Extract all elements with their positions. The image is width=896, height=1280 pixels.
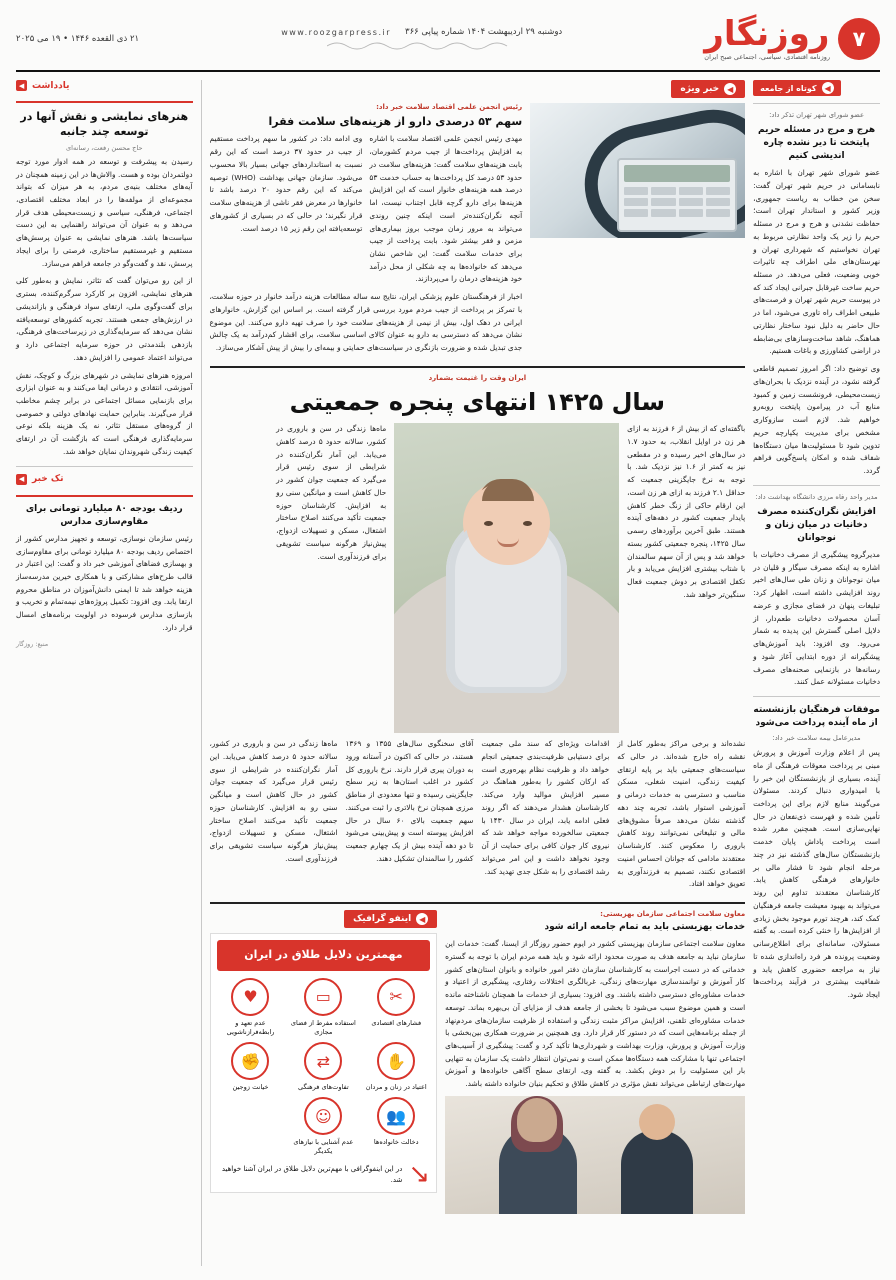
short-news-kicker: عضو شورای شهر تهران تذکر داد: [769, 111, 865, 119]
top-story-paragraph: مهدی رئیس انجمن علمی اقتصاد سلامت با اشاره به افزایش پرداخت‌ها از جیب مردم کشورمان، بابت هزینه‌های سلامت گفت: هزینه‌های سلامت در حدود ۵۳ درصد کل پرداخت‌ها به حساب خدمت ۵۳ درصد همه هزینه‌های خانوار است که این افزایش هزینه‌ها برای دارو گرچه قابل اجتناب نیست، اما آنچه نگران‌کننده‌تر است اینکه چنین روندی می‌تواند به مرور زمان موجب بروز بیماری‌های مزمن و فقر بیشتر شود. بابت پرداخت از جیب برای خدمات سلامت گفت: این شاخص نشان می‌دهد که خانواده‌ها به چه شکلی از محل درآمد خود هزینه‌های درمان را می‌پردازند. [369, 134, 523, 284]
infographic-item-label: عدم آشنایی با نیازهای یکدیگر [293, 1138, 354, 1156]
infographic-item-label: استفاده مفرط از فضای مجازی [290, 1018, 356, 1036]
top-story-paragraph: اخبار از فرهنگستان علوم پزشکی ایران، نتایج سه ساله مطالعات هزینه درآمد خانوار در حوزه سلامت، با تمرکز بر پرداخت از جیب مردم مورد بررسی قرار گرفته است. بر اساس این گزارش، خانوارهای ایرانی در دهک اول، بیش از نیمی از هزینه‌های سلامت خود را صرف تهیه دارو می‌کنند. این موضوع نشان می‌دهد که دسترسی به دارو به عنوان کالای اساسی سلامت، برای اقشار کم‌درآمد به یک چالش جدی تبدیل شده و ضرورت بازنگری در سیاست‌های حمایتی و بیمه‌ای را بیش از پیش آشکار می‌سازد. [209, 292, 523, 353]
infographic-item [289, 1097, 357, 1156]
masthead-line [281, 27, 562, 37]
masthead [16, 14, 880, 72]
brief-title: ردیف بودجه ۸۰ میلیارد تومانی برای مقاوم‌سازی مدارس [25, 503, 183, 527]
short-news-headline: موفقات فرهنگیان بازنشسته از ماه آینده پرداخت می‌شود [753, 704, 880, 729]
short-news-body: پس از اعلام وزارت آموزش و پرورش مبنی بر پرداخت معوقات فرهنگی از ماه آینده، بسیاری از بازنشستگان این خبر را با امیدواری دنبال کردند. مسئولان می‌گویند منابع لازم برای این پرداخت تأمین شده و فهرست ذی‌نفعان در حال نهایی‌سازی است. همچنین مقرر شده است پرداخت پاداش پایان خدمت بازنشستگان سال‌های گذشته نیز در چند مرحله انجام شود تا فشار مالی بر خانوارهای فرهنگی کاهش یابد. کارشناسان معتقدند تداوم این روند می‌تواند به بهبود معیشت جامعه فرهنگیان کمک کند، هرچند تورم موجود بخش زیادی از افزایش‌ها را خنثی کرده است. به گفته مسئولان، سامانه‌ای برای اطلاع‌رسانی وضعیت پرونده هر فرد راه‌اندازی شده تا نیاز به مراجعه حضوری کاهش یابد و شفافیت بیشتری در فرآیند پرداخت‌ها ایجاد شود. [753, 748, 880, 1000]
section-tag-brief [16, 474, 64, 485]
infographic-item-label: دخالت خانواده‌ها [373, 1138, 419, 1147]
triangle-icon: ◀ [822, 82, 834, 94]
services-kicker: معاون سلامت اجتماعی سازمان بهزیستی: [600, 910, 746, 919]
opinion-title: هنرهای نمایشی و نقش آنها در توسعه چند جانبه [20, 110, 189, 139]
phone-icon: ▭ [304, 978, 342, 1016]
newspaper-logo [704, 14, 830, 61]
opinion-paragraph: امروزه هنرهای نمایشی در شهرهای بزرگ و کوچک، نقش آموزشی، انتقادی و درمانی ایفا می‌کنند و به عنوان ابزاری برای بازنمایی مسائل اجتماعی در برابر چشم مخاطب قرار می‌گیرند. بنابراین حمایت نهادهای دولتی و خصوصی از گروه‌های مستقل تئاتر، نه یک هزینه بلکه نوعی سرمایه‌گذاری فرهنگی است که بازگشت آن در ارتقای کیفیت زندگی شهروندان نمایان خواهد شد. [16, 370, 193, 456]
infographic-item [217, 1042, 285, 1092]
infographic-block [210, 910, 438, 1214]
page-columns [16, 80, 880, 1266]
infographic-tag-label: اینفو گرافیک [353, 914, 412, 925]
infographic-card [210, 933, 438, 1193]
services-article [445, 910, 745, 1214]
short-news-headline: افزایش نگران‌کننده مصرف دخانیات در میان زنان و نوجوانان [757, 506, 876, 543]
infographic-item-label: خیانت زوجین [232, 1083, 269, 1092]
bottom-section [210, 910, 746, 1214]
triangle-icon: ◀ [16, 80, 27, 91]
infographic-item-label: تفاوت‌های فرهنگی [298, 1083, 349, 1092]
logo-subtitle: روزنامه اقتصادی، سیاسی، اجتماعی صبح ایران [704, 53, 830, 61]
stethoscope-calculator-photo [530, 103, 745, 238]
main-story-paragraph: آقای سخنگوی سال‌های ۱۳۵۵ و ۱۳۶۹ هستند، در حالی که اکنون در آستانه ورود به دوران پیری قرار دارند. نرخ باروری کل کشور در اغلب استان‌ها به زیر سطح جایگزینی رسیده و تنها معدودی از مناطق مرزی همچنان نرخ بالاتری را ثبت می‌کنند. سهم جمعیت بالای ۶۰ سال در حال افزایش پیوسته است و پیش‌بینی می‌شود تا دو دهه آینده بیش از یک چهارم جمعیت کشور را سالمندان تشکیل دهند. [345, 739, 474, 863]
short-news-item [753, 704, 880, 1002]
section-tag-infographic [344, 910, 437, 928]
section-tag-short-news [753, 80, 840, 96]
main-story-overline: ایران وقت را غنیمت بشمارد [428, 373, 527, 382]
opinion-sidebar [16, 80, 202, 1266]
short-news-item [753, 111, 880, 478]
masthead-right [704, 14, 880, 61]
infographic-item-label: اعتیاد در زنان و مردان [365, 1083, 427, 1092]
infographic-title: مهمترین دلایل طلاق در ایران [217, 940, 431, 971]
top-story-kicker: رئیس انجمن علمی اقتصاد سلامت خبر داد: [376, 103, 523, 111]
triangle-icon: ◀ [416, 913, 428, 925]
section-tag-note [16, 80, 69, 91]
infographic-item [362, 1042, 430, 1092]
services-headline: خدمات بهزیستی باید به تمام جامعه ارائه شود [544, 922, 746, 933]
short-news-item [753, 493, 880, 689]
mask-icon: ☺ [304, 1097, 342, 1135]
gap-icon: ⇄ [304, 1042, 342, 1080]
masthead-center [139, 27, 704, 51]
short-news-tag-label: کوتاه از جامعه [760, 83, 817, 93]
hand-icon: ✋ [377, 1042, 415, 1080]
opinion-paragraph: رسیدن به پیشرفت و توسعه در همه ادوار مورد توجه دولتمردان بوده و هست. والاش‌ها در این زمینه همچنان در آیه‌های مختلف بنیه‌ی مردم، به هر میزان که بتواند مجموعه‌ای از مولفه‌ها را در ابعاد مختلف اقتصادی، اجتماعی، فرهنگی، سیاسی و زیست‌محیطی هدف قرار می‌دهد و به عنوان آن می‌تواند راهنمایی به این دست سیاست‌ها باشد. هنرهای نمایشی به عنوان پرسش‌های مستقیم و غیرمستقیم ساختاری، فرصتی را برای ایجاد پرسش، نقد و گفت‌وگو در جامعه فراهم می‌سازد. [16, 156, 193, 268]
counseling-photo [445, 1096, 745, 1214]
infographic-items [217, 978, 431, 1157]
triangle-icon: ◀ [16, 474, 27, 485]
family-icon: 👥 [377, 1097, 415, 1135]
main-story-paragraph: نشده‌اند و برخی مراکز به‌طور کامل از نقشه راه خارج شده‌اند. در حالی که سیاست‌های جمعیتی باید بر پایه ارتقای کیفیت زندگی، امنیت شغلی، مسکن مناسب و دسترسی به خدمات درمانی و آموزشی استوار باشد، تجربه چند دهه گذشته نشان می‌دهد صرفاً مشوق‌های مالی و تبلیغاتی نمی‌توانند روند کاهش باروری را معکوس کنند. کارشناسان معتقدند مادامی که جوانان احساس امنیت اقتصادی نکنند، تصمیم به فرزندآوری به تعویق خواهد افتاد. [617, 739, 746, 889]
top-story-headline: سهم ۵۳ درصدی دارو از هزینه‌های سلامت فقرا [268, 115, 523, 128]
top-story-paragraph: وی ادامه داد: در کشور ما سهم پرداخت مستقیم از جیب در حدود ۳۷ درصد است که این رقم نسبت به استانداردهای جهانی بسیار بالا محسوب می‌شود. سازمان جهانی بهداشت (WHO) توصیه می‌کند که این رقم حدود ۲۰ درصد باشد تا خانوارها در معرض فقر ناشی از هزینه‌های سلامت قرار نگیرند؛ در حالی که در بسیاری از کشورهای توسعه‌یافته این رقم زیر ۱۵ درصد است. [209, 134, 363, 233]
infographic-note [217, 1158, 431, 1189]
main-area [210, 80, 746, 1266]
short-news-column [753, 80, 880, 1266]
note-tag-label: یادداشت [32, 80, 70, 91]
infographic-item-empty [217, 1097, 285, 1156]
main-story-paragraph: ماه‌ها زندگی در سن و باروری در کشور، سالانه حدود ۵ درصد کاهش می‌یابد. این آمار نگران‌کننده در شرایطی از سوی رئیس قرار می‌گیرد که جمعیت جوان کشور در حال کاهش است و میانگین سنی رو به افزایش. کارشناسان حوزه جمعیت تأکید می‌کنند اصلاح ساختار اشتغال، مسکن و تسهیلات ازدواج، پیش‌نیاز هرگونه سیاست تشویقی برای فرزندآوری است. [209, 739, 338, 863]
main-story-paragraph: اقدامات ویژه‌ای که سند ملی جمعیت برای دستیابی ظرفیت‌بندی جمعیتی انجام خواهد داد و ظرفیت نظام بهره‌وری است که ارکان کشور را به‌طور هماهنگ در مسیر افزایش موالید وارد می‌کند. کارشناسان هشدار می‌دهند که اگر روند فعلی ادامه یابد، ایران در سال ۱۴۳۰ با جمعیتی سالخورده مواجه خواهد شد که نیروی کار جوان کافی برای حمایت از آن وجود نخواهد داشت و این امر می‌تواند رشد اقتصادی را به شکل جدی تهدید کند. [481, 739, 610, 876]
infographic-item [289, 978, 357, 1037]
twin-babies-photo [394, 423, 619, 733]
short-news-body: عضو شورای شهر تهران با اشاره به نابسامانی در حریم شهر تهران گفت: سخن من خطاب به ریاست جمهوری، وزیر کشور و استاندار تهران است؛ حفاظت نشدنی و هرج و مرج در مسئله حریم را زیر یک واحد نظارتی مربوط به تهران نخواستیم که شهرداری تهران و نهرستان‌های ملی اطراف چه تاثیرات خوبی وضعیت، فعلی می‌دهد. در مسئله حریم ساخت غیرقابل جبرانی ایجاد کند که در پیوست حریم شهر تهران و فرصت‌های طبیعی اطراف راه تاوری می‌شود، اما در حال حاضر به دلیل نبود ساختار نظارتی هماهنگ، شاهد ساخت‌وسازهای بی‌ضابطه در اراضی کشاورزی و باغات هستیم. [753, 168, 880, 356]
fist-icon: ✊ [231, 1042, 269, 1080]
main-story-headline: سال ۱۴۲۵ انتهای پنجره جمعیتی [289, 387, 666, 416]
brief-source: منبع: روزگار [16, 639, 49, 648]
main-story-paragraph: باگفته‌ای که از بیش از ۶ فرزند به ازای هر زن در اوایل انقلاب، به حدود ۱.۷ در سال‌های اخیر رسیده و در مقطعی نیز به کمتر از ۱.۶ نیز نزدیک شد. با توجه به نرخ جایگزینی جمعیت که حداقل ۲.۱ فرزند به ازای هر زن است، این ارقام حاکی از زنگ خطر کاهش پایدار جمعیت کشور در دهه‌های آینده هستند. طبق آخرین برآوردهای رسمی سال ۱۴۲۵، پنجره جمعیتی کشور بسته خواهد شد و پس از آن سهم سالمندان با شتاب بیشتری افزایش می‌یابد و بار تکفل اقتصادی بر دوش جمعیت فعال سنگین‌تر خواهد شد. [627, 424, 746, 599]
brief-tag-label: تک خبر [32, 474, 64, 485]
masthead-left: ۲۱ ذی القعده ۱۴۴۶ • ۱۹ می ۲۰۲۵ [16, 34, 140, 44]
arrow-down-icon: ↘ [408, 1158, 431, 1189]
services-body: معاون سلامت اجتماعی سازمان بهزیستی کشور در ایوم حضور روزگار از ایسنا، گفت: خدمات این سازمان نباید به جامعه هدف به صورت محدود ارائه شود و باید همه مردم ایران با توجه به گستره خدماتی که در دست اجراست به کارشناسان سازمان دفتر امور خانواده و بانوان استان‌های کشور کار آموزش و توانمندسازی مهارت‌های زندگی، غربالگری اختلالات رفتاری، پیشگیری از اعتیاد و خدمات مشاوره‌ای دسترسی داشته باشند. وی افزود: بسیاری از خدمات ما همچنان ناشناخته مانده است و همین موضوع سبب می‌شود تا بخشی از جامعه هدف از مزایای آن بی‌بهره بماند. توسعه خدمات مشاوره‌ای تلفنی، افزایش مراکز مثبت زندگی و استفاده از ظرفیت سازمان‌های مردم‌نهاد از جمله برنامه‌هایی است که در دستور کار قرار دارد. وی همچنین بر ضرورت همکاری بین‌بخشی با وزارت آموزش و پرورش، وزارت بهداشت و شهرداری‌ها تأکید کرد و گفت: پیشگیری از آسیب‌های اجتماعی تنها با مشارکت همه دستگاه‌ها ممکن است و نمی‌توان انتظار داشت یک سازمان به تنهایی بار این مسئولیت را بر دوش بکشد. به گفته وی، ارتقای سطح آگاهی خانواده‌ها و آموزش مهارت‌های ارتباطی می‌تواند نقش مؤثری در کاهش طلاق و تحکیم بنیان خانواده داشته باشد. [445, 939, 746, 1089]
scissors-icon: ✂ [377, 978, 415, 1016]
logo-wordmark: روزنگار [704, 14, 830, 54]
infographic-item [362, 978, 430, 1037]
short-news-headline: هرج و مرج در مسئله حریم پایتخت تا دیر نشده چاره اندیشی کنیم [758, 125, 876, 162]
opinion-byline: حاج محسن رفعت، رسانه‌ای [66, 143, 143, 152]
section-tag-label: خبر ویژه [680, 84, 720, 94]
wave-ornament [327, 40, 517, 51]
infographic-item [362, 1097, 430, 1156]
short-news-kicker: مدیر واحد رفاه مرزی دانشگاه بهداشت داد: [755, 492, 878, 501]
website-url: www.roozgarpress.ir [281, 27, 391, 37]
infographic-item-label: فشارهای اقتصادی [371, 1018, 422, 1027]
top-story [210, 103, 746, 291]
brief-body: رئیس سازمان نوسازی، توسعه و تجهیز مدارس کشور از اختصاص ردیف بودجه ۸۰ میلیارد تومانی برای مقاوم‌سازی و بهسازی فضاهای آموزشی خبر داد و گفت: این اعتبار در قالب طرح‌های مشارکتی و با همکاری خیرین مدرسه‌ساز هزینه خواهد شد تا ایمنی دانش‌آموزان در مناطق محروم ارتقا یابد. وی افزود: تکمیل پروژه‌های نیمه‌تمام و تخریب و بازسازی مدارس فرسوده در اولویت برنامه‌های امسال قرار دارد. [16, 533, 193, 632]
opinion-paragraph: از این رو می‌توان گفت که تئاتر، نمایش و به‌طور کلی هنرهای نمایشی، افزون بر کارکرد سرگرم‌کننده، بستری برای گفت‌وگوی ملی، ارتقای سواد فرهنگی و بازاندیشی در ارزش‌های جمعی هستند. تجربه کشورهای توسعه‌یافته نشان می‌دهد که سرمایه‌گذاری در زیرساخت‌های فرهنگی، بازدهی بلندمدتی در حوزه سرمایه اجتماعی دارد و می‌تواند اعتماد عمومی را افزایش دهد. [16, 276, 193, 362]
short-news-body: مدیرگروه پیشگیری از مصرف دخانیات با اشاره به اینکه مصرف سیگار و قلیان در میان نوجوانان و زنان طی سال‌های اخیر روند افزایشی داشته است، اظهار کرد: تبلیغات پنهان در فضای مجازی و عرضه آسان محصولات دخانیات طعم‌دار، از دلایل اصلی گسترش این پدیده به شمار می‌رود. وی افزود: باید آموزش‌های پیشگیرانه از دوره ابتدایی آغاز شود و رسانه‌ها در بازنمایی صحنه‌های مصرف دخانیات مسئولانه عمل کنند. [753, 549, 880, 687]
main-story [210, 374, 746, 896]
section-tag-special-news [671, 80, 745, 98]
infographic-item [217, 978, 285, 1037]
short-news-body: وی توضیح داد: اگر امروز تصمیم قاطعی گرفته نشود، در آینده نزدیک با بحران‌های زیست‌محیطی، فرونشست زمین و کمبود منابع آب در پیرامون پایتخت روبه‌رو خواهیم شد. لازم است سازوکاری مشخص برای مدیریت یکپارچه حریم تدوین شود تا مسئولیت‌ها میان دستگاه‌ها شفاف شده و امکان پاسخ‌گویی فراهم گردد. [753, 364, 880, 476]
infographic-item-label: عدم تعهد و رابطه‌فرازناشویی [226, 1018, 275, 1036]
short-news-kicker: مدیرعامل بیمه سلامت خبر داد: [772, 734, 861, 743]
broken-heart-icon: ♥ [231, 978, 269, 1016]
triangle-icon: ◀ [724, 83, 736, 95]
page-number: ۷ [838, 18, 880, 60]
infographic-note-text: در این اینفوگرافی با مهم‌ترین دلایل طلاق در ایران آشنا خواهید شد. [221, 1164, 403, 1184]
issue-date: دوشنبه ۲۹ اردیبهشت ۱۴۰۴ شماره پیاپی ۳۶۶ [405, 27, 563, 37]
main-story-paragraph: ماه‌ها زندگی در سن و باروری در کشور، سالانه حدود ۵ درصد کاهش می‌یابد. این آمار نگران‌کننده در شرایطی از سوی رئیس قرار می‌گیرد که جمعیت جوان کشور در حال کاهش است و میانگین سنی رو به افزایش. کارشناسان حوزه جمعیت تأکید می‌کنند اصلاح ساختار اشتغال، مسکن و تسهیلات ازدواج، پیش‌نیاز هرگونه سیاست تشویقی برای فرزندآوری است. [276, 424, 387, 561]
infographic-item [289, 1042, 357, 1092]
